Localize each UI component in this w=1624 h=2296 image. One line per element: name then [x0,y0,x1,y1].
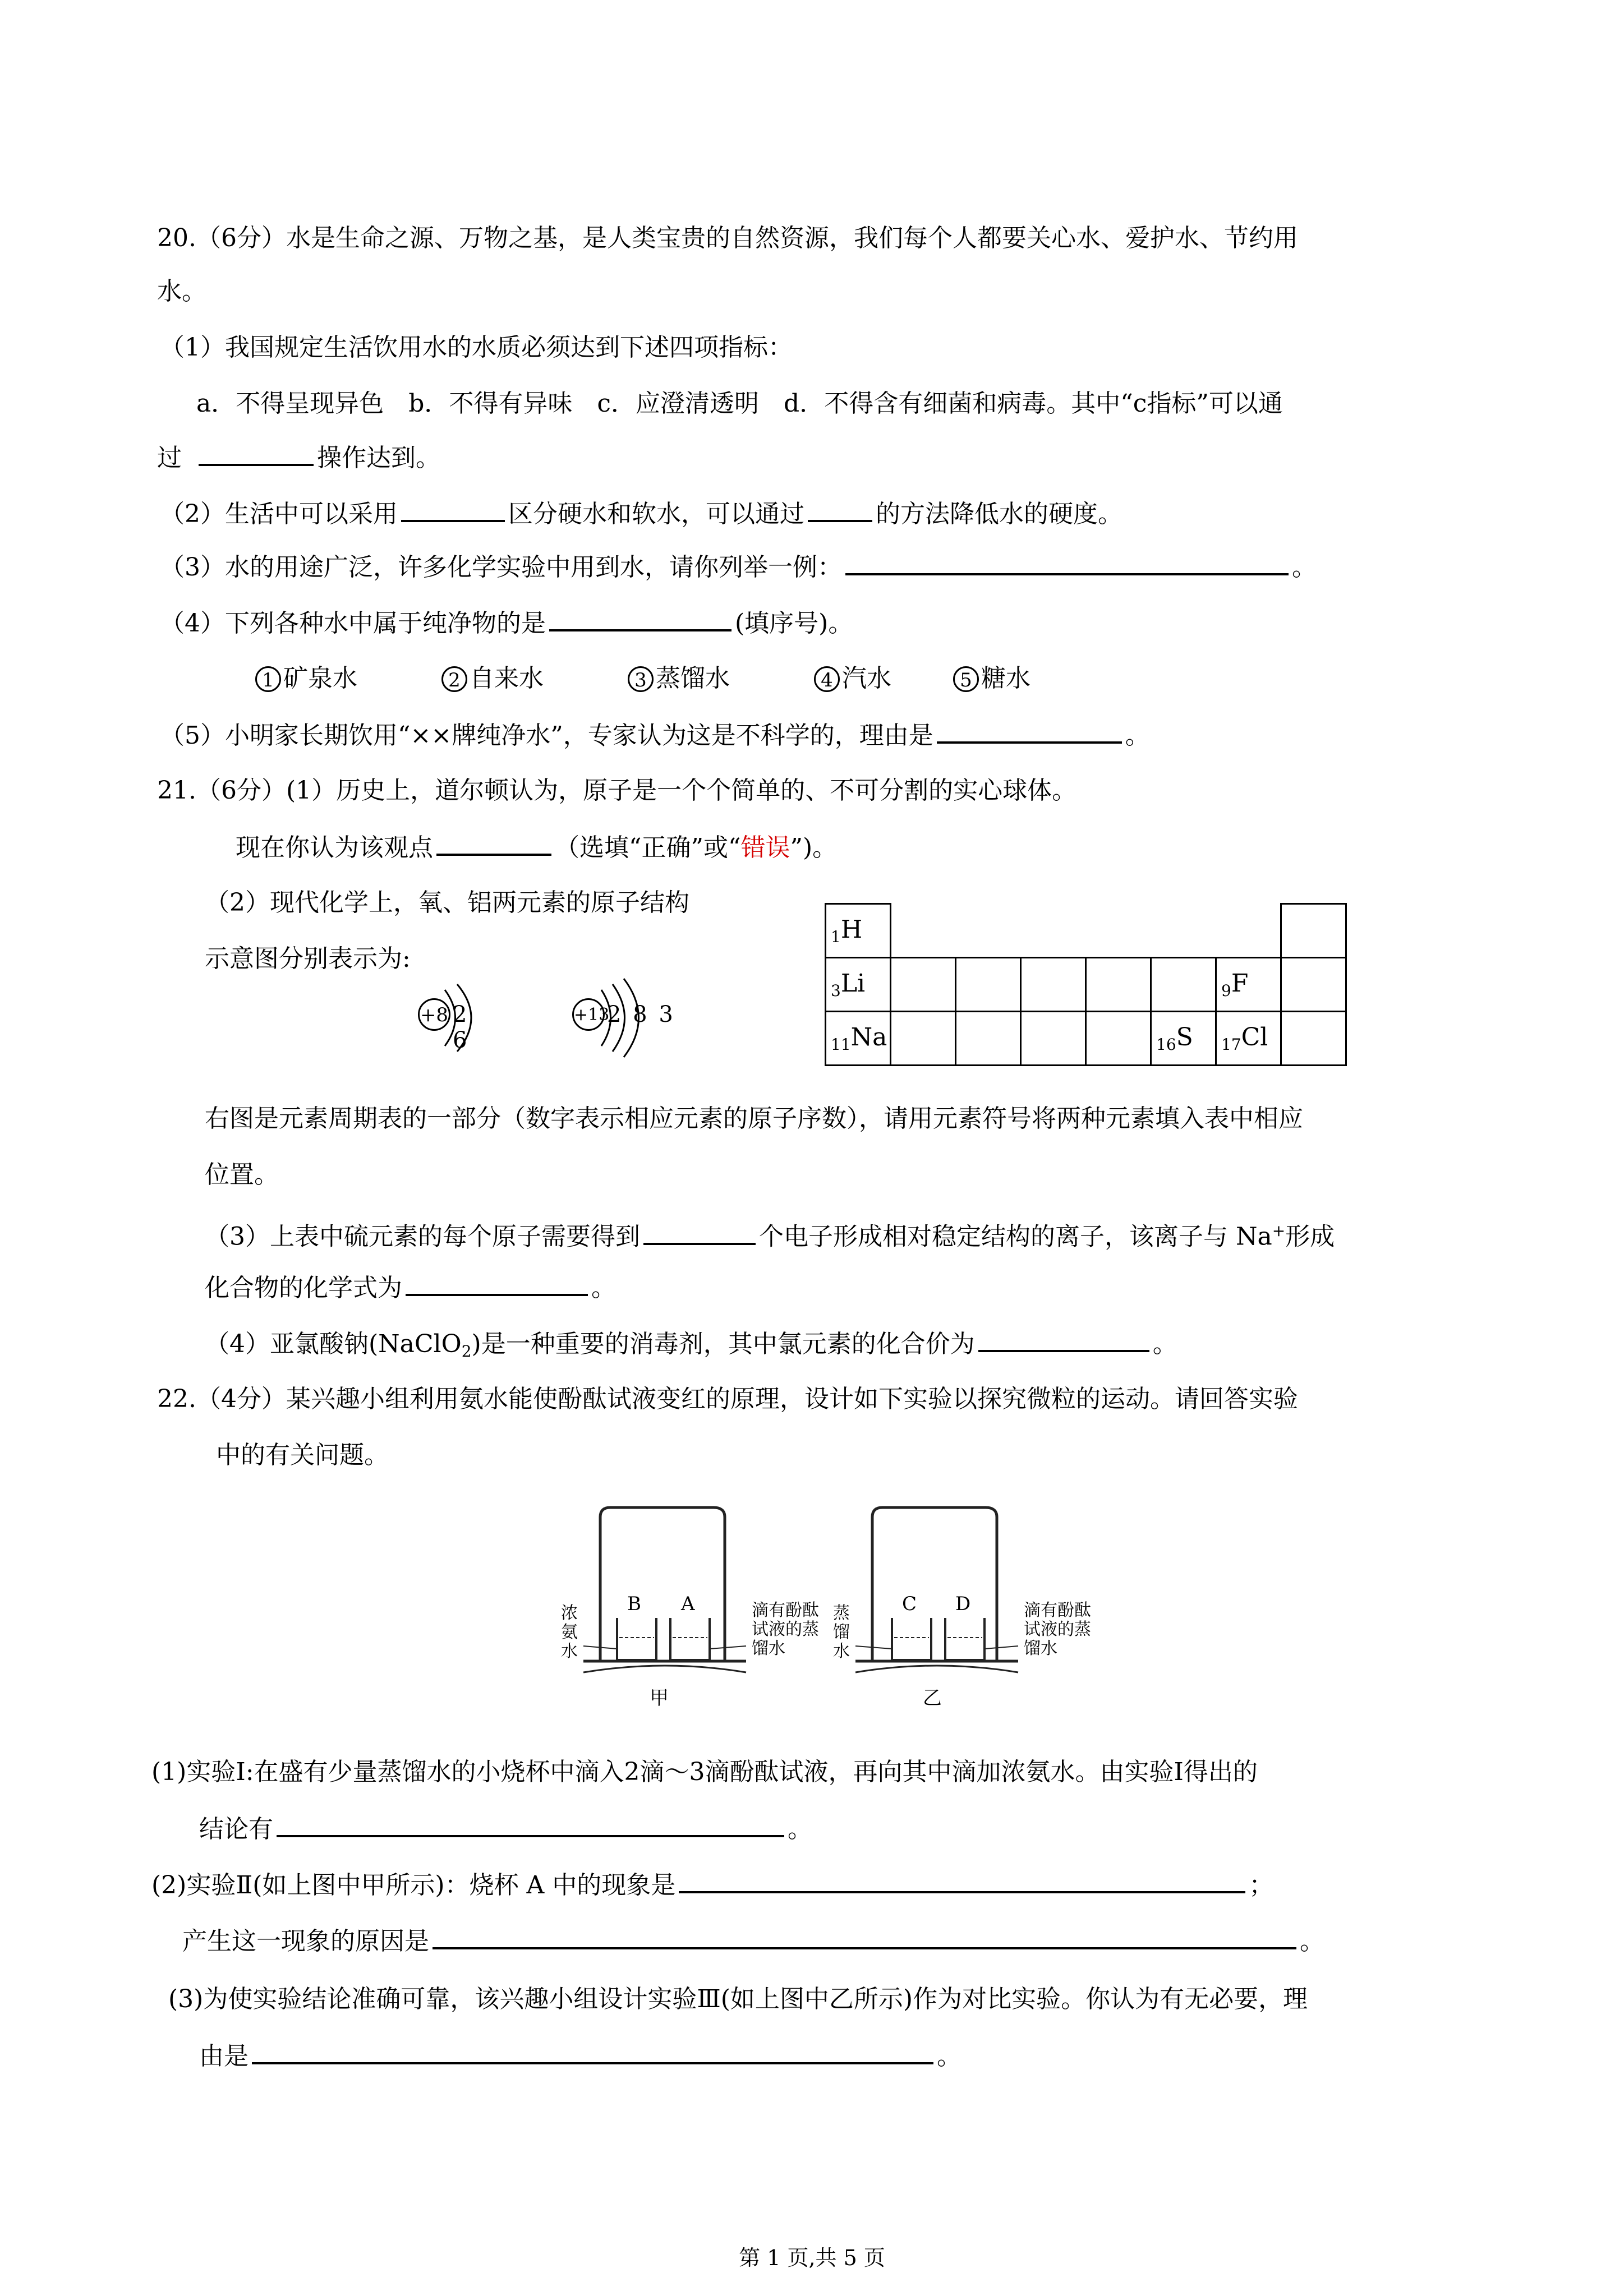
shell-electrons: 2 6 [453,1002,471,1053]
cell-empty[interactable] [956,958,1021,1012]
label-distilled-water: 蒸馏水 [833,1603,850,1661]
answer-blank[interactable] [199,440,314,466]
caption-jia: 甲 [650,1687,669,1709]
answer-blank[interactable] [436,830,551,856]
page-footer: 第 1 页,共 5 页 [739,2246,885,2270]
cell-empty[interactable] [1281,1012,1346,1066]
label-phenolphthalein-water-left: 滴有酚酞试液的蒸馏水 [752,1601,819,1658]
q20-line1: 20.（6分）水是生命之源、万物之基，是人类宝贵的自然资源，我们每个人都要关心水、爱护水、节约用 [157,224,1298,252]
answer-blank[interactable] [406,1270,588,1296]
answer-blank[interactable] [643,1219,756,1245]
beaker-label-a: A [681,1593,695,1615]
experiment-figure [561,1497,1111,1711]
cell-sulfur: $_{16}$S [1151,1012,1216,1066]
option-item: 3 蒸馏水 [628,662,730,695]
cell-lithium: $_3$Li [826,958,891,1012]
shell-electrons: 2 8 3 [607,1002,675,1027]
q22-line2: 中的有关问题。 [216,1441,389,1469]
cell-empty[interactable] [1086,958,1151,1012]
q21-line2: 现在你认为该观点 （选填“正确”或“错误”)。 [236,830,837,865]
q20-options [255,662,1030,695]
q21-part4: （4）亚氯酸钠(NaClO$_2$)是一种重要的消毒剂，其中氯元素的化合价为 。 [205,1326,1177,1368]
answer-blank[interactable] [433,1924,1296,1949]
q21-part2-a: （2）现代化学上，氧、铝两元素的原子结构 [205,888,689,917]
periodic-table-fragment [825,903,1347,1066]
q22-sub1-answer: 结论有 。 [199,1811,812,1846]
q21-table-instructions: 右图是元素周期表的一部分（数字表示相应元素的原子序数），请用元素符号将两种元素填入表中相应 [205,1104,1303,1133]
electron-shell-arcs [412,979,530,1057]
cell-empty[interactable] [891,958,956,1012]
cell-empty[interactable] [1086,1012,1151,1066]
cell-empty[interactable] [956,1012,1021,1066]
table-row [826,904,1346,958]
option-item: 1 矿泉水 [255,662,357,695]
q21-part3-b: 化合物的化学式为 。 [205,1270,616,1305]
answer-blank[interactable] [549,606,732,631]
cell-empty[interactable] [891,1012,956,1066]
cell-chlorine: $_{17}$Cl [1216,1012,1281,1066]
label-phenolphthalein-water-right: 滴有酚酞试液的蒸馏水 [1024,1601,1091,1658]
q22-sub2-reason: 产生这一现象的原因是 。 [182,1924,1324,1958]
cell-sodium: $_{11}$Na [826,1012,891,1066]
table-row [826,1012,1346,1066]
q20-part3: （3）水的用途广泛，许多化学实验中用到水，请你列举一例： 。 [160,550,1317,584]
q20-part1-answer-line: 过 操作达到。 [157,440,440,475]
q20-part1-indicators: a．不得呈现异色 b．不得有异味 c．应澄清透明 d．不得含有细菌和病毒。其中“c指标”可以通 [196,389,1283,418]
beaker-label-c: C [902,1593,917,1615]
q20-part4: （4）下列各种水中属于纯净物的是 (填序号)。 [160,606,853,640]
answer-blank[interactable] [978,1326,1149,1352]
q22-sub1: (1)实验Ⅰ:在盛有少量蒸馏水的小烧杯中滴入2滴～3滴酚酞试液，再向其中滴加浓氨水。由实验Ⅰ得出的 [151,1758,1258,1786]
q20-part5: （5）小明家长期饮用“××牌纯净水”，专家认为这是不科学的，理由是 。 [160,718,1150,753]
answer-blank[interactable] [252,2039,933,2064]
answer-blank[interactable] [845,550,1289,575]
cell-fluorine: $_9$F [1216,958,1281,1012]
q22-sub3: (3)为使实验结论准确可靠，该兴趣小组设计实验Ⅲ(如上图中乙所示)作为对比实验。你认为有无必要，理 [168,1985,1308,2013]
q22-sub3-answer: 由是 。 [199,2039,961,2073]
oxygen-atom-diagram [418,998,471,1053]
answer-blank[interactable] [277,1811,784,1837]
beaker-label-b: B [627,1593,641,1615]
cell-empty[interactable] [1151,958,1216,1012]
q21-part3: （3）上表中硫元素的每个原子需要得到 个电子形成相对稳定结构的离子，该离子与 Na+形成 [205,1214,1335,1254]
q21-table-instructions-2: 位置。 [205,1160,279,1189]
answer-blank[interactable] [401,496,505,522]
cell-empty[interactable] [1021,1012,1086,1066]
cell-empty[interactable] [1021,958,1086,1012]
answer-blank[interactable] [808,496,872,522]
nucleus: +8 [418,998,450,1031]
q21-line1: 21.（6分）(1）历史上，道尔顿认为，原子是一个个简单的、不可分割的实心球体。 [157,776,1077,805]
option-item: 5 糖水 [953,662,1030,695]
answer-blank[interactable] [937,718,1122,744]
table-row [826,958,1346,1012]
q22-sub2: (2)实验Ⅱ(如上图中甲所示)：烧杯 A 中的现象是 ； [151,1868,1273,1902]
caption-yi: 乙 [923,1687,942,1709]
option-item: 2 自来水 [441,662,544,695]
q22-line1: 22.（4分）某兴趣小组利用氨水能使酚酞试液变红的原理，设计如下实验以探究微粒的运动。请回答实验 [157,1385,1298,1413]
cell-empty[interactable] [1281,958,1346,1012]
beaker-label-d: D [955,1593,971,1615]
nucleus: +13 [572,998,605,1031]
option-item: 4 汽水 [814,662,891,695]
q21-part2-b: 示意图分别表示为: [205,944,411,973]
aluminum-atom-diagram [572,998,675,1031]
q20-part1: （1）我国规定生活饮用水的水质必须达到下述四项指标： [160,333,793,362]
cell-hydrogen: $_1$H [826,904,891,958]
label-concentrated-ammonia: 浓氨水 [561,1603,578,1661]
q20-line2: 水。 [157,277,206,306]
cell-empty[interactable] [1281,904,1346,958]
red-text: 错误 [740,833,790,862]
q20-part2: （2）生活中可以采用 区分硬水和软水，可以通过 的方法降低水的硬度。 [160,496,1122,531]
answer-blank[interactable] [679,1868,1245,1893]
